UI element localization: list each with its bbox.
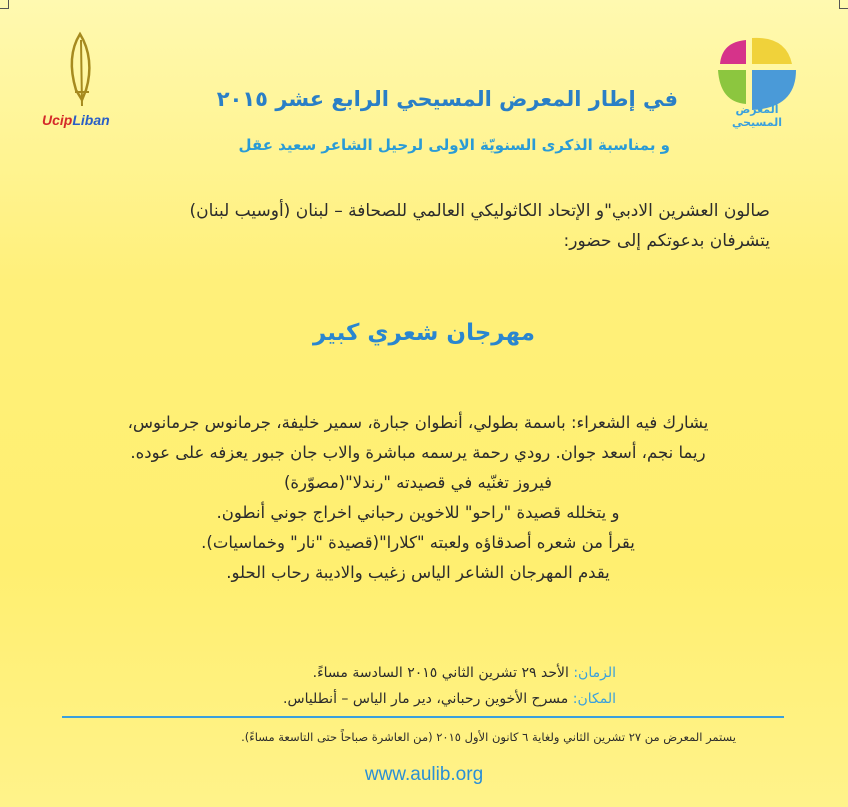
header-title: في إطار المعرض المسيحي الرابع عشر ٢٠١٥ xyxy=(216,87,678,111)
festival-title: مهرجان شعري كبير xyxy=(312,320,536,346)
place-value: مسرح الأخوين رحباني، دير مار الياس – أنطلياس. xyxy=(283,691,569,707)
exhibition-dates-note: يستمر المعرض من ٢٧ تشرين الثاني ولغاية ٦ كانون الأول ٢٠١٥ (من العاشرة صباحاً حتى التاسعة مساءً). xyxy=(241,730,736,744)
program-line: فيروز تغنّيه في قصيدته "رندلا"(مصوّرة) xyxy=(283,473,553,492)
place-label: المكان: xyxy=(572,691,616,707)
event-details xyxy=(156,660,616,712)
program-line: يقرأ من شعره أصدقاؤه ولعبته "كلارا"(قصيدة "نار" وخماسيات). xyxy=(201,533,635,552)
crop-mark-top-right xyxy=(839,0,848,9)
event-time xyxy=(156,660,616,686)
liban-wordmark-part: Liban xyxy=(72,112,110,128)
crop-mark-top-left xyxy=(0,0,9,9)
divider xyxy=(62,716,784,718)
intro-block xyxy=(70,196,770,256)
intro-line-2: يتشرفان بدعوتكم إلى حضور: xyxy=(563,231,770,251)
time-label: الزمان: xyxy=(573,665,616,681)
ucip-liban-wordmark xyxy=(42,112,110,128)
time-value: الأحد ٢٩ تشرين الثاني ٢٠١٥ السادسة مساءً. xyxy=(312,665,569,681)
event-place xyxy=(156,686,616,712)
intro-line-1: صالون العشرين الادبي"و الإتحاد الكاثوليكي العالمي للصحافة – لبنان (أوسيب لبنان) xyxy=(189,201,770,221)
header-subtitle: و بمناسبة الذكرى السنويّة الاولى لرحيل الشاعر سعيد عقل xyxy=(238,136,670,154)
program-line: يقدم المهرجان الشاعر الياس زغيب والاديبة رحاب الحلو. xyxy=(226,563,610,582)
program-description xyxy=(58,408,778,588)
program-line: يشارك فيه الشعراء: باسمة بطولي، أنطوان جبارة، سمير خليفة، جرمانوس جرمانوس، xyxy=(127,413,709,432)
program-line: ريما نجم، أسعد جوان. رودي رحمة يرسمه مباشرة والاب جان جبور يعزفه على عوده. xyxy=(130,443,706,462)
program-line: و يتخلله قصيدة "راحو" للاخوين رحباني اخراج جوني أنطون. xyxy=(216,503,620,522)
website-link[interactable]: www.aulib.org xyxy=(364,764,484,785)
ucip-wordmark-part: Ucip xyxy=(42,112,73,128)
logo-caption: المعرض المسيحي xyxy=(731,103,782,129)
